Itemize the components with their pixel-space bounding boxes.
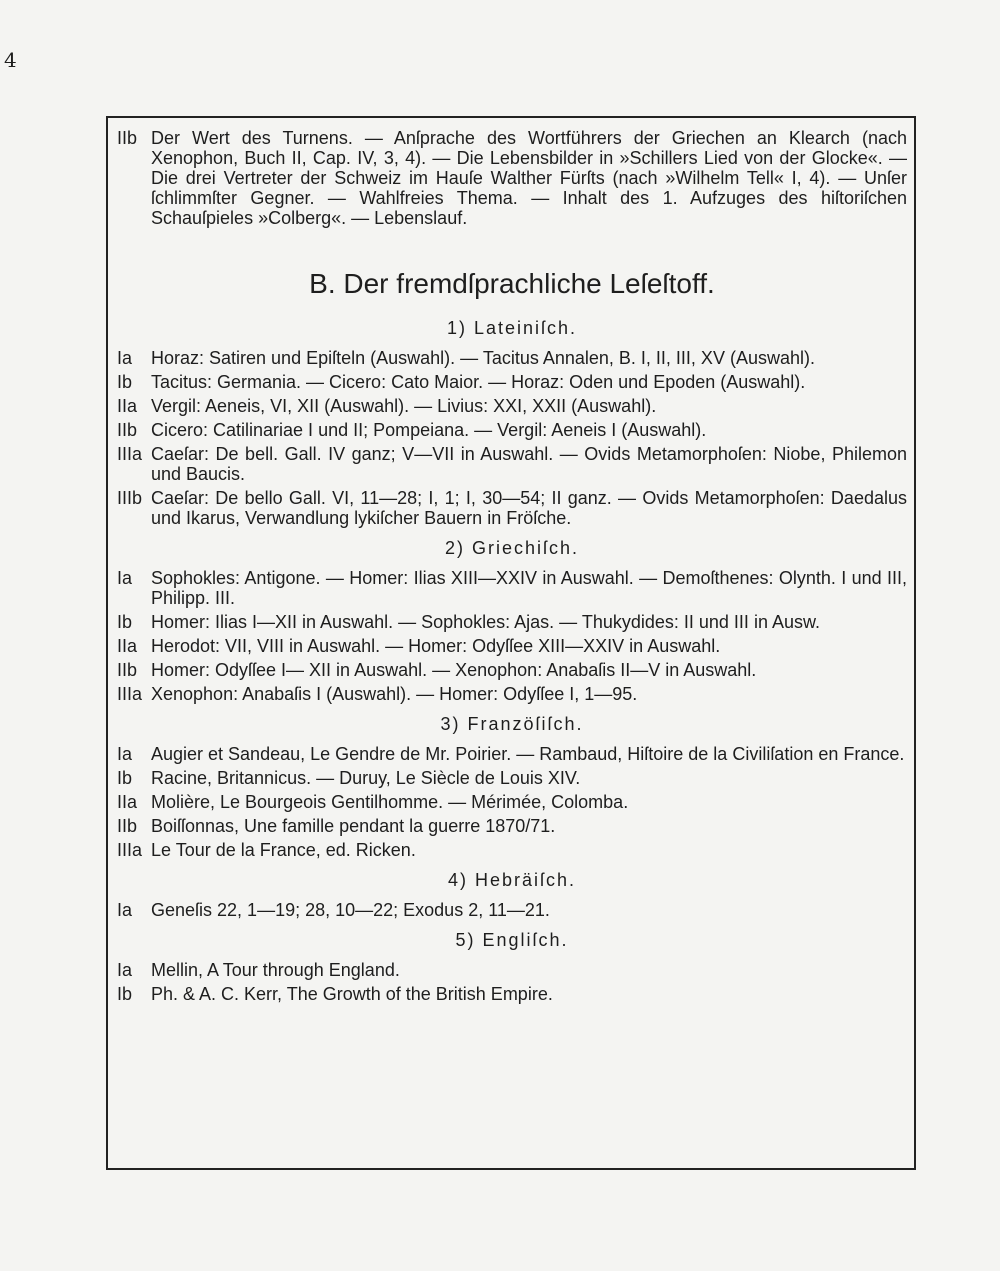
class-label: IIa: [117, 636, 138, 656]
class-label: IIa: [117, 792, 138, 812]
list-item: [117, 684, 907, 704]
intro-entry: [117, 128, 907, 228]
section-title: B. Der fremdſprachliche Leſeſtoff.: [309, 268, 715, 299]
list-item: [117, 744, 907, 764]
entry-text: Mellin, A Tour through England.: [151, 960, 400, 980]
list-item: [117, 816, 907, 836]
subsection-greek: [117, 538, 907, 704]
list-item: [117, 840, 907, 860]
class-label: IIa: [117, 396, 138, 416]
class-label: Ib: [117, 372, 133, 392]
list-item: [117, 396, 907, 416]
class-label: IIIb: [117, 488, 143, 508]
subsection-french: [117, 714, 907, 860]
subsection-heading: 5) Engliſch.: [455, 930, 569, 950]
entry-text: Molière, Le Bourgeois Gentilhomme. — Mérimée, Colomba.: [151, 792, 629, 812]
class-label: Ib: [117, 768, 133, 788]
class-label: Ia: [117, 900, 133, 920]
entry-text: Geneſis 22, 1—19; 28, 10—22; Exodus 2, 11—21.: [151, 900, 550, 920]
entry-text: Cicero: Catilinariae I und II; Pompeiana. — Vergil: Aeneis I (Auswahl).: [151, 420, 707, 440]
entry-text: Augier et Sandeau, Le Gendre de Mr. Poirier. — Rambaud, Hiſtoire de la Civiliſation en France.: [151, 744, 905, 764]
entry-text: Horaz: Satiren und Epiſteln (Auswahl). — Tacitus Annalen, B. I, II, III, XV (Auswahl).: [151, 348, 815, 368]
list-item: [117, 612, 907, 632]
entry-text: Der Wert des Turnens. — Anſprache des Wortführers der Griechen an Klearch (nach Xenophon, Buch II, Cap. IV, 3, 4). — Die Lebensbilder in »Schillers Lied von der Glocke«. — Die drei Vertreter der Schweiz im Hauſe Walther Fürſts (nach »Wilhelm Tell« I, 4). — Unſer ſchlimmſter Gegner. — Wahlfreies Thema. — Inhalt des 1. Aufzuges des hiſtoriſchen Schauſpieles »Colberg«. — Lebenslauf.: [151, 128, 907, 228]
list-item: [117, 636, 907, 656]
list-item: [117, 900, 907, 920]
class-label: Ia: [117, 348, 133, 368]
list-item: [117, 372, 907, 392]
entry-text: Vergil: Aeneis, VI, XII (Auswahl). — Livius: XXI, XXII (Auswahl).: [151, 396, 657, 416]
class-label: IIb: [117, 816, 138, 836]
class-label: Ib: [117, 984, 133, 1004]
subsection-heading: 4) Hebräiſch.: [447, 870, 577, 890]
list-item: [117, 984, 907, 1004]
subsection-heading: 3) Franzöſiſch.: [440, 714, 584, 734]
class-label: IIIa: [117, 684, 143, 704]
entry-text: Tacitus: Germania. — Cicero: Cato Maior. — Horaz: Oden und Epoden (Auswahl).: [151, 372, 806, 392]
list-item: [117, 660, 907, 680]
list-item: [117, 348, 907, 368]
entry-text: Ph. & A. C. Kerr, The Growth of the British Empire.: [151, 984, 553, 1004]
entry-text: Homer: Ilias I—XII in Auswahl. — Sophokles: Ajas. — Thukydides: II und III in Ausw.: [151, 612, 820, 632]
subsection-latin: [117, 318, 907, 528]
list-item: [117, 420, 907, 440]
list-item: [117, 488, 907, 528]
entry-text: Homer: Odyſſee I— XII in Auswahl. — Xenophon: Anabaſis II—V in Auswahl.: [151, 660, 757, 680]
class-label: IIb: [117, 128, 138, 148]
list-item: [117, 960, 907, 980]
class-label: Ia: [117, 960, 133, 980]
subsection-english: [117, 930, 907, 1004]
entry-text: Caeſar: De bello Gall. VI, 11—28; I, 1; I, 30—54; II ganz. — Ovids Metamorphoſen: Daedalus und Ikarus, Verwandlung lykiſcher Bauern in Fröſche.: [151, 488, 907, 528]
entry-text: Boiſſonnas, Une famille pendant la guerre 1870/71.: [151, 816, 556, 836]
page-number: 4: [4, 48, 17, 72]
entry-text: Caeſar: De bell. Gall. IV ganz; V—VII in Auswahl. — Ovids Metamorphoſen: Niobe, Philemon und Baucis.: [151, 444, 907, 484]
list-item: [117, 792, 907, 812]
entry-text: Le Tour de la France, ed. Ricken.: [151, 840, 416, 860]
class-label: Ib: [117, 612, 133, 632]
entry-text: Xenophon: Anabaſis I (Auswahl). — Homer: Odyſſee I, 1—95.: [151, 684, 638, 704]
subsection-heading: 2) Griechiſch.: [444, 538, 580, 558]
list-item: [117, 444, 907, 484]
page-content: [117, 128, 907, 1008]
subsection-heading: 1) Lateiniſch.: [446, 318, 578, 338]
class-label: Ia: [117, 568, 133, 588]
class-label: IIIa: [117, 840, 143, 860]
list-item: [117, 768, 907, 788]
subsection-hebrew: [117, 870, 907, 920]
class-label: IIb: [117, 660, 138, 680]
list-item: [117, 568, 907, 608]
class-label: Ia: [117, 744, 133, 764]
entry-text: Sophokles: Antigone. — Homer: Ilias XIII—XXIV in Auswahl. — Demoſthenes: Olynth. I und III, Philipp. III.: [151, 568, 907, 608]
entry-text: Racine, Britannicus. — Duruy, Le Siècle de Louis XIV.: [151, 768, 581, 788]
class-label: IIb: [117, 420, 138, 440]
class-label: IIIa: [117, 444, 143, 464]
entry-text: Herodot: VII, VIII in Auswahl. — Homer: Odyſſee XIII—XXIV in Auswahl.: [151, 636, 721, 656]
